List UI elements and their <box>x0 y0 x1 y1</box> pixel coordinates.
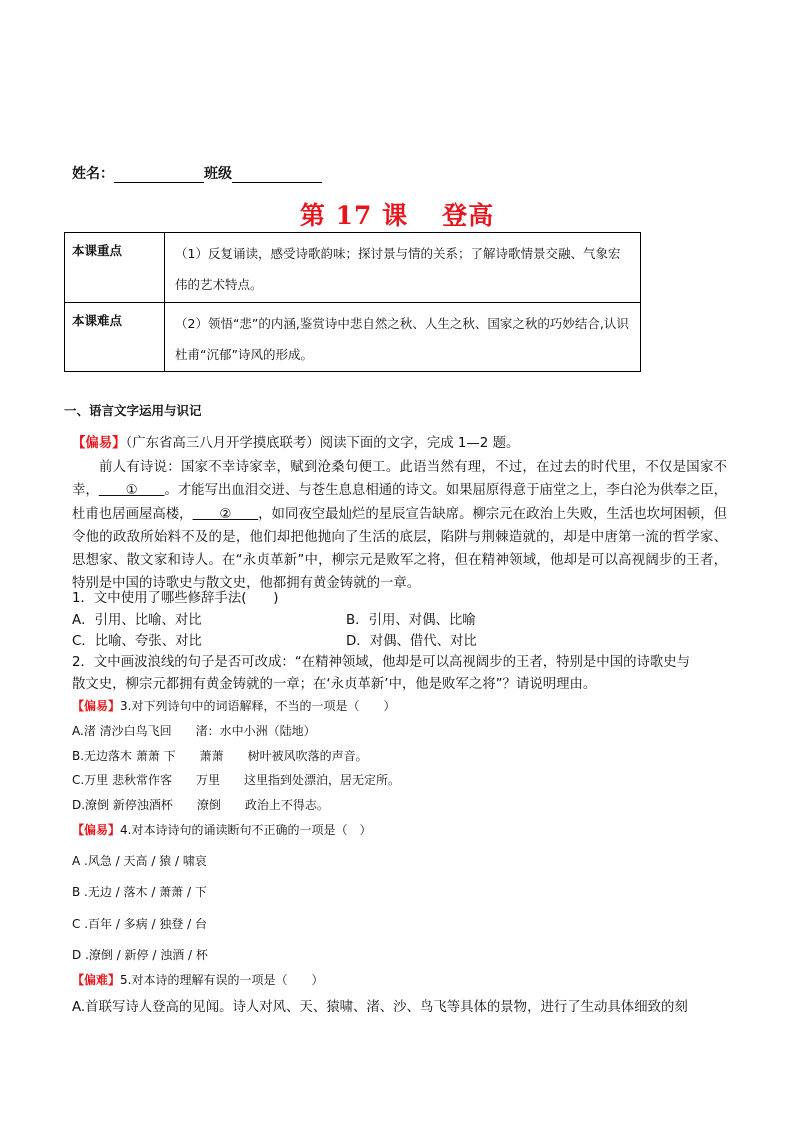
name-class-line <box>72 163 322 183</box>
q3-option-b[interactable]: B.无边落木 萧萧 下 萧萧 树叶被风吹落的声音。 <box>72 749 368 763</box>
wavy-underlined-sentence: 但在精神领域，他却是可以高视阔步的王者，特别是中国的诗歌史与散文史，他都拥有黄金铸就的一章。 <box>72 553 727 592</box>
difficulty-key: 本课难点 <box>65 303 165 372</box>
q1-option-a[interactable]: A．引用、比喻、对比 <box>72 613 202 628</box>
q4-stem <box>72 821 371 838</box>
difficulty-tag: 【偏易】 <box>72 699 121 713</box>
class-label: 班级 <box>204 166 232 182</box>
q1-option-d[interactable]: D．对偶、借代、对比 <box>346 634 477 649</box>
name-blank[interactable] <box>114 168 204 183</box>
lesson-topic: 登高 <box>442 201 495 230</box>
difficulty-tag: 【偏难】 <box>72 973 121 987</box>
focus-key: 本课重点 <box>65 233 165 303</box>
q4-option-b[interactable]: B .无边 / 落木 / 萧萧 / 下 <box>72 885 207 899</box>
q1-option-b[interactable]: B．引用、对偶、比喻 <box>346 613 476 628</box>
intro-text: （广东省高三八月开学摸底联考）阅读下面的文字，完成 1—2 题。 <box>125 436 520 451</box>
reading-passage <box>72 456 727 596</box>
q3-stem-text: 3.对下列诗句中的词语解释，不当的一项是（ ） <box>120 699 396 713</box>
q4-option-d[interactable]: D .潦倒 / 新停 / 浊酒 / 杯 <box>72 948 208 962</box>
q5-stem-text: 5.对本诗的理解有误的一项是（ ） <box>120 973 324 987</box>
q2-line-2: 散文史，柳宗元都拥有黄金铸就的一章；在‘永贞革新’中，他是败军之将”？请说明理由。 <box>72 677 597 692</box>
class-blank[interactable] <box>232 168 322 183</box>
blank-1[interactable]: ＿＿①＿＿ <box>98 483 165 499</box>
section-title: 一、语言文字运用与识记 <box>64 403 202 418</box>
name-label: 姓名： <box>72 166 114 182</box>
passage-text: 。才能写出血泪交迸、与苍生息息相通的诗文。如果屈原得意于庙堂之上，李白沦为供奉之臣，杜甫也居画屋高楼， <box>72 483 727 522</box>
lesson-title <box>0 196 794 232</box>
q3-stem <box>72 697 395 714</box>
focus-value: （1）反复诵读，感受诗歌韵味；探讨景与情的关系；了解诗歌情景交融、气象宏伟的艺术特点。 <box>165 233 641 303</box>
q1-stem: 1．文中使用了哪些修辞手法( ) <box>72 591 279 606</box>
passage-text: ，如同夜空最灿烂的星辰宣告缺席。柳宗元在政治上失败，生活也坎坷困顿，但令他的政敌所始料不及的是，他们却把他抛向了生活的底层，陷阱与荆棘造就的，却是中唐第一流的哲学家、思想家、散文家和诗人。在“永贞革新”中，柳宗元是败军之将， <box>72 506 727 569</box>
q3-option-d[interactable]: D.潦倒 新停浊酒杯 潦倒 政治上不得志。 <box>72 798 329 812</box>
difficulty-tag: 【偏易】 <box>72 823 121 837</box>
blank-2[interactable]: ＿＿②＿＿ <box>192 506 259 522</box>
q4-option-a[interactable]: A .风急 / 天高 / 猿 / 啸哀 <box>72 854 207 868</box>
table-row <box>65 233 641 303</box>
q5-stem <box>72 971 323 988</box>
q2-line-1: 2．文中画波浪线的句子是否可改成：“在精神领域，他却是可以高视阔步的王者，特别是中国的诗歌史与 <box>72 655 691 670</box>
difficulty-value: （2）领悟“悲”的内涵,鉴赏诗中悲自然之秋、人生之秋、国家之秋的巧妙结合,认识杜甫“沉郁”诗风的形成。 <box>165 303 641 372</box>
difficulty-tag: 【偏易】 <box>72 436 126 451</box>
question-intro <box>72 432 519 451</box>
lesson-focus-table <box>64 232 641 372</box>
q3-option-c[interactable]: C.万里 悲秋常作客 万里 这里指到处漂泊，居无定所。 <box>72 773 401 787</box>
q4-option-c[interactable]: C .百年 / 多病 / 独登 / 台 <box>72 917 208 931</box>
q3-option-a[interactable]: A.渚 清沙白鸟飞回 渚：水中小洲（陆地） <box>72 724 316 738</box>
lesson-number: 第 17 课 <box>299 201 409 230</box>
q1-option-c[interactable]: C．比喻、夸张、对比 <box>72 634 202 649</box>
table-row <box>65 303 641 372</box>
passage-text: 前人有诗说：国家不幸诗家幸，赋到沧桑句便工。此语当然有理，不过，在过去的时代里，不仅是国家不幸， <box>72 460 727 499</box>
q4-stem-text: 4.对本诗诗句的诵读断句不正确的一项是（ ） <box>120 823 372 837</box>
q5-option-a[interactable]: A.首联写诗人登高的见闻。诗人对风、天、猿啸、渚、沙、鸟飞等具体的景物，进行了生动具体细致的刻 <box>72 1000 688 1015</box>
